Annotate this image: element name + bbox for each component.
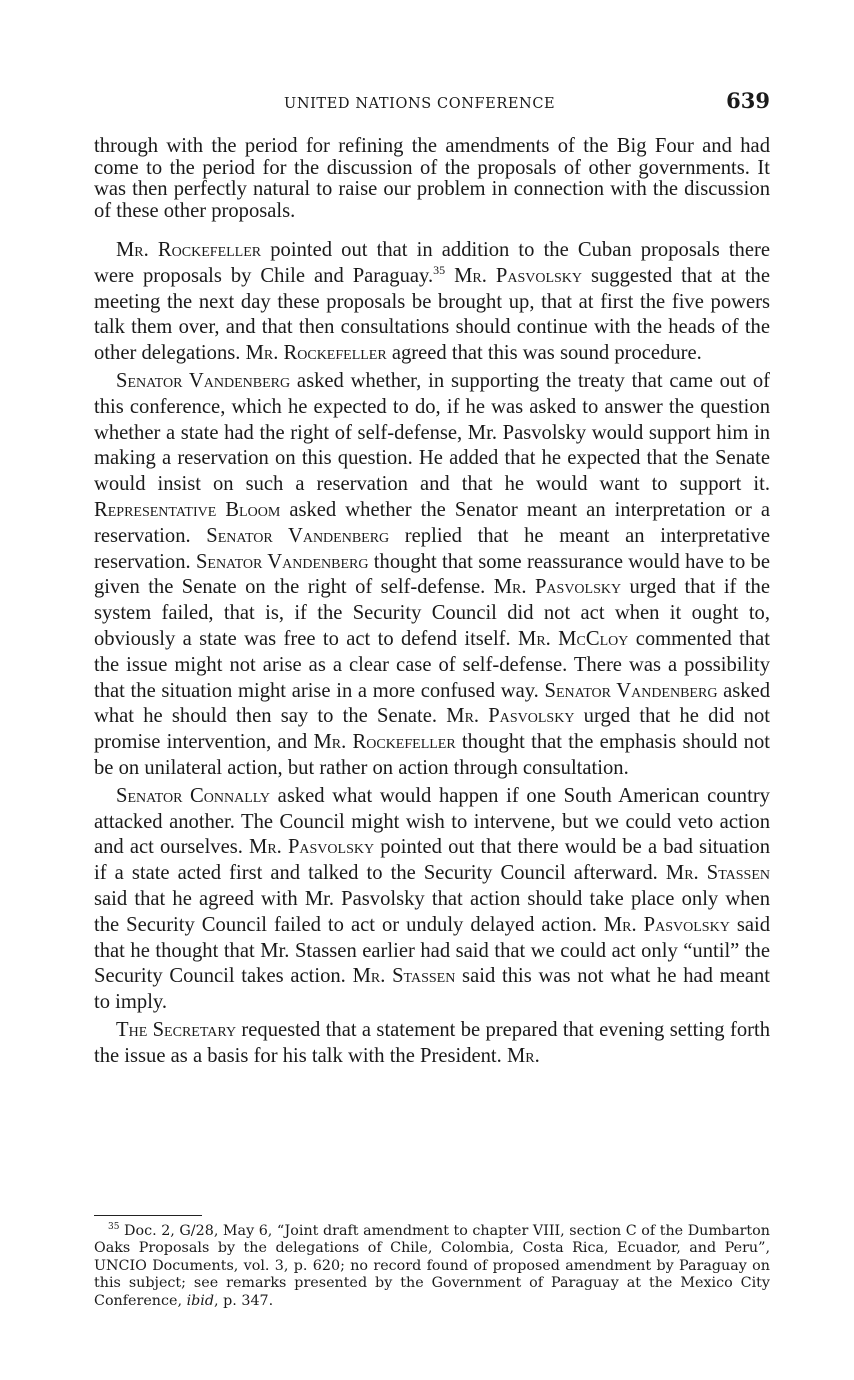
speaker-name: Senator Vandenberg [544, 679, 718, 702]
speaker-name: Mr. Pasvolsky [249, 836, 375, 859]
speaker-name: Mr. Rockefeller [313, 731, 456, 754]
speaker-name: Mr. Rockefeller [245, 342, 387, 365]
speaker-name: Mr. Pasvolsky [603, 913, 730, 936]
paragraph: The Secretary requested that a statement be prepared that evening setting forth the issue as a basis for his talk with the President. Mr. [94, 1018, 771, 1067]
footnote-divider [94, 1215, 202, 1216]
speaker-name: Mr. Pasvolsky [493, 576, 622, 599]
footnote-reference: 35 [433, 262, 446, 277]
footnote: $^{35}$ Doc. 2, G/28, May 6, “Joint draft amendment to chapter VIII, section C of the Dumbarton Oaks Proposals by the delegations of Chile, Colombia, Costa Rica, Ecuador, and Peru”, UNCIO Documents, vol. 3, p. 620; no record found of proposed amendment by Paraguay on this subject; see remarks presented by the Government of Paraguay at the Mexico City Conference, ibid, p. 347. [94, 1222, 770, 1309]
speaker-name: Mr. Stassen [665, 862, 770, 885]
speaker-name: Mr. Pasvolsky [454, 264, 583, 287]
footnote-ibid: ibid [186, 1292, 215, 1309]
running-title: UNITED NATIONS CONFERENCE [284, 96, 556, 112]
speaker-name: Mr. Pasvolsky [446, 705, 575, 728]
paragraph: Senator Connally asked what would happen if one South American country attacked another. The Council might wish to intervene, but we could veto action and act ourselves. Mr. Pasvolsky pointed out that there would be a bad situation if a state acted first and talked to the Security Council afterward. Mr. Stassen said that he agreed with Mr. Pasvolsky that action should take place only when the Security Council failed to act or unduly delayed action. Mr. Pasvolsky said that he thought that Mr. Stassen earlier had said that we could act only “until” the Security Council takes action. Mr. Stassen said this was not what he had meant to imply. [94, 784, 770, 1014]
page-header [94, 88, 770, 118]
speaker-name: Mr. McCloy [518, 627, 629, 650]
paragraph: through with the period for refining the amendments of the Big Four and had come to the period for the discussion of the proposals of other governments. It was then perfectly natural to raise our problem in connection with the discussion of these other proposals. [94, 135, 770, 222]
paragraph: Senator Vandenberg asked whether, in supporting the treaty that came out of this conference, which he expected to do, if he was asked to answer the question whether a state had the right of self-defense, Mr. Pasvolsky would support him in making a reservation on this question. He added that he expected that the Senate would insist on such a reservation and that he would want to support it. Representative Bloom asked whether the Senator meant an interpretation or a reservation. Senator Vandenberg replied that he meant an interpretative reservation. Senator Vandenberg thought that some reassurance would have to be given the Senate on the right of self-defense. Mr. Pasvolsky urged that if the system failed, that is, if the Security Council did not act when it ought to, obviously a state was free to act to defend itself. Mr. McCloy commented that the issue might not arise as a clear case of self-defense. There was a possibility that the situation might arise in a more confused way. Senator Vandenberg asked what he should then say to the Senate. Mr. Pasvolsky urged that he did not promise intervention, and Mr. Rockefeller thought that the emphasis should not be on unilateral action, but rather on action through consultation. [94, 369, 770, 779]
speaker-name: Mr. Stassen [352, 965, 456, 988]
footnote-marker: 35 [108, 1222, 120, 1233]
speaker-name: The Secretary [116, 1018, 237, 1041]
speaker-name: Senator Vandenberg [195, 550, 369, 573]
speaker-name: Senator Connally [116, 784, 271, 807]
paragraph: Mr. Rockefeller pointed out that in addition to the Cuban proposals there were proposals by Chile and Paraguay.$^{35}$ Mr. Pasvolsky suggested that at the meeting the next day these proposals be brought up, that at first the five powers talk them over, and that then consultations should continue with the heads of the other delegations. Mr. Rockefeller agreed that this was sound procedure. [94, 239, 770, 365]
speaker-name: Mr. [506, 1044, 540, 1067]
page-number: 639 [726, 88, 770, 113]
speaker-name: Senator Vandenberg [206, 524, 390, 547]
body-text [94, 136, 770, 1072]
speaker-name: Mr. Rockefeller [116, 239, 262, 261]
speaker-name: Representative Bloom [94, 498, 281, 521]
speaker-name: Senator Vandenberg [116, 369, 291, 392]
